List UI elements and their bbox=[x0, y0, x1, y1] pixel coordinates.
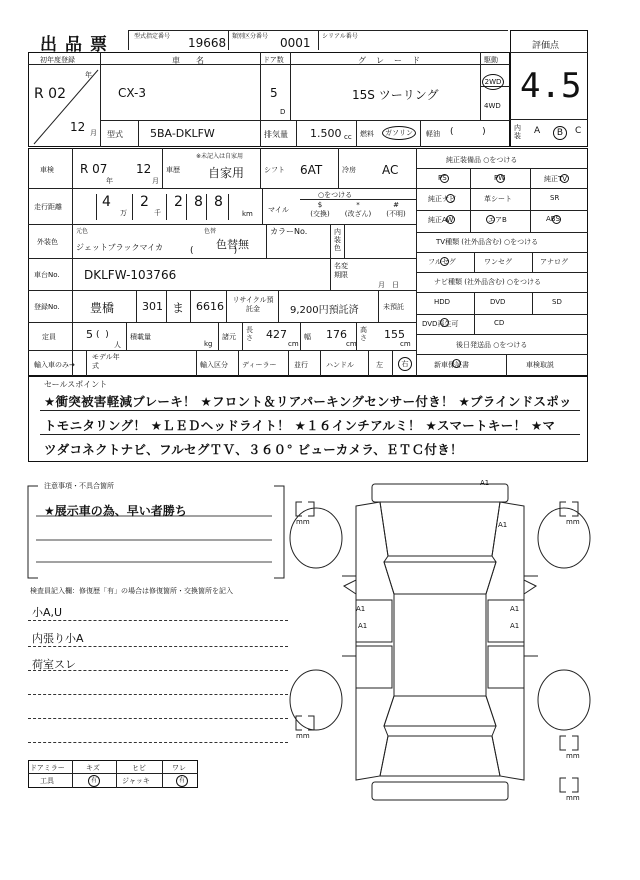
tv-fullseg: フルセグ bbox=[428, 258, 456, 266]
navi-hdd: HDD bbox=[434, 298, 451, 306]
class-no-label: 類別区分番号 bbox=[232, 33, 269, 40]
tools-header: キズ bbox=[86, 764, 100, 772]
shift-value: 6AT bbox=[300, 163, 323, 177]
type-no-value: 19668 bbox=[188, 36, 227, 50]
tools-header: ドアミラー bbox=[30, 764, 65, 772]
doors-value: 5 bbox=[270, 86, 278, 100]
score-label: 評価点 bbox=[532, 41, 560, 51]
reg-label: 登録No. bbox=[34, 303, 60, 311]
mark-note: ○をつける bbox=[318, 191, 353, 199]
grade-value: 15S ツーリング bbox=[352, 88, 439, 102]
handle-left: 左 bbox=[376, 361, 383, 369]
tv-fullseg-circle bbox=[440, 257, 449, 266]
tools-cell: 有 bbox=[176, 775, 188, 787]
length-value: 427 bbox=[266, 328, 287, 341]
history-note: ※未記入は自家用 bbox=[196, 153, 244, 160]
navi-title: ナビ種類 (社外品含む) ○をつける bbox=[434, 278, 542, 286]
later-title: 後日発送品 ○をつける bbox=[456, 341, 528, 349]
equip-airbag-circle bbox=[486, 215, 495, 224]
mileage-digit: 2 bbox=[174, 194, 183, 210]
width-unit: cm bbox=[346, 340, 357, 348]
mm-label: mm bbox=[296, 518, 310, 526]
damage-mark: A1 bbox=[356, 605, 366, 613]
tv-title: TV種類 (社外品含む) ○をつける bbox=[436, 238, 539, 246]
shaken-month: 12 bbox=[136, 162, 152, 176]
interior-label: 内装 bbox=[514, 124, 521, 140]
displacement-value: 1.500 bbox=[310, 127, 342, 140]
chassis-value: DKLFW-103766 bbox=[84, 268, 177, 282]
navi-dvd: DVD bbox=[490, 298, 506, 306]
model-value: 5BA-DKLFW bbox=[150, 127, 215, 140]
mm-label: mm bbox=[566, 794, 580, 802]
width-value: 176 bbox=[326, 328, 347, 341]
reg-number: 6616 bbox=[196, 300, 224, 313]
name-change-label: 名変期限 bbox=[334, 262, 348, 279]
mileage-digit: 2 bbox=[140, 194, 149, 210]
mm-label: mm bbox=[566, 752, 580, 760]
reg-kana: ま bbox=[172, 301, 185, 315]
displacement-label: 排気量 bbox=[264, 130, 288, 139]
serial-label: シリアル番号 bbox=[322, 33, 358, 40]
equipment-title: 純正装備品 ○をつける bbox=[446, 156, 518, 164]
page-title: 出品票 bbox=[40, 35, 115, 55]
drive-4wd: 4WD bbox=[484, 102, 501, 110]
tools-cell: ジャッキ bbox=[122, 777, 150, 785]
displacement-unit: cc bbox=[344, 133, 352, 141]
reg-class: 301 bbox=[142, 300, 163, 313]
notes-text: ★展示車の為、早い者勝ち bbox=[44, 504, 187, 518]
capacity-value: 5 bbox=[86, 328, 93, 341]
history-value: 自家用 bbox=[208, 166, 245, 180]
shaken-year-unit: 年 bbox=[106, 177, 113, 185]
type-no-label: 型式指定番号 bbox=[134, 33, 171, 40]
tv-analog: アナログ bbox=[540, 258, 568, 266]
damage-mark: A1 bbox=[498, 521, 508, 529]
car-name: CX-3 bbox=[118, 86, 146, 100]
length-label: 長さ bbox=[246, 326, 253, 342]
equip-tv-circle bbox=[560, 174, 569, 183]
car-diagram bbox=[286, 476, 596, 812]
interior-grade-a: A bbox=[534, 126, 541, 136]
equip-sr: SR bbox=[550, 194, 560, 202]
navi-sd: SD bbox=[552, 298, 562, 306]
first-reg-month: 12 bbox=[70, 120, 86, 134]
import-label: 輸入車のみ→ bbox=[34, 361, 75, 369]
color-label: 外装色 bbox=[37, 238, 58, 246]
model-year-label: モデル年式 bbox=[92, 353, 120, 370]
cooling-value: AC bbox=[382, 163, 399, 177]
light-oil-label: 軽油 bbox=[426, 130, 440, 138]
mile-label: マイル bbox=[268, 206, 289, 214]
shaken-value: R 07 bbox=[80, 162, 108, 176]
inspector-line: 内張り小A bbox=[32, 632, 84, 645]
doors-label: ドア数 bbox=[263, 56, 284, 64]
height-value: 155 bbox=[384, 328, 405, 341]
color-current: 色替無 bbox=[216, 238, 249, 251]
damage-mark: A1 bbox=[510, 622, 520, 630]
color-original: ジェットブラックマイカ bbox=[76, 243, 164, 252]
dims-label: 諸元 bbox=[222, 333, 236, 341]
notes-bracket bbox=[26, 484, 288, 584]
name-change-date: 月 日 bbox=[378, 281, 399, 289]
length-unit: cm bbox=[288, 340, 299, 348]
navi-dvd-play-circle bbox=[440, 318, 449, 327]
inspector-line: 荷室スレ bbox=[32, 658, 76, 671]
tools-cell: 工具 bbox=[40, 777, 54, 785]
mm-label: mm bbox=[296, 732, 310, 740]
mileage-sen-unit: 千 bbox=[154, 209, 161, 217]
mileage-man-unit: 万 bbox=[120, 209, 127, 217]
class-no-value: 0001 bbox=[280, 36, 311, 50]
mileage-label: 走行距離 bbox=[34, 203, 62, 211]
capacity-paren: ( ) bbox=[96, 330, 109, 340]
equip-pw: PW bbox=[494, 174, 506, 182]
recycle-status: 未預託 bbox=[383, 303, 404, 311]
equip-airbag: エアB bbox=[488, 216, 507, 224]
drive-label: 駆動 bbox=[484, 56, 498, 64]
handle-label: ハンドル bbox=[326, 361, 354, 369]
color-paren: ( ) bbox=[190, 246, 238, 256]
tools-header: ヒビ bbox=[132, 764, 146, 772]
fuel-label: 燃料 bbox=[360, 130, 374, 138]
load-unit: kg bbox=[204, 340, 213, 348]
navi-cd: CD bbox=[494, 319, 505, 327]
chassis-label: 車台No. bbox=[34, 271, 60, 279]
shaken-month-unit: 月 bbox=[152, 177, 159, 185]
color-original-label: 元色 bbox=[76, 228, 89, 235]
sales-line: トモニタリング！ ★ＬＥＤヘッドライト！ ★１６インチアルミ！ ★スマートキー！ ★マ bbox=[44, 418, 556, 433]
damage-mark: A1 bbox=[510, 605, 520, 613]
damage-mark: A1 bbox=[480, 479, 490, 487]
inspector-label: 検査員記入欄：修復歴「有」の場合は修復箇所・交換箇所を記入 bbox=[30, 587, 233, 595]
tampered-label: * (改ざん) bbox=[344, 201, 372, 218]
dealer-label: ディーラー bbox=[242, 361, 277, 369]
score-value: 4.5 bbox=[520, 66, 582, 106]
shaken-label: 車検 bbox=[40, 166, 54, 174]
later-manual: 車検取説 bbox=[526, 361, 554, 369]
tools-cell: 有 bbox=[88, 775, 100, 787]
first-reg-month-unit: 月 bbox=[90, 129, 97, 137]
sales-label: セールスポイント bbox=[44, 380, 108, 389]
load-label: 積載量 bbox=[130, 333, 151, 341]
equip-navi: 純正ナビ bbox=[428, 195, 456, 203]
equip-aw: 純正AW bbox=[428, 216, 454, 224]
equip-tv: 純正TV bbox=[544, 175, 568, 183]
equip-abs: ABS bbox=[546, 215, 560, 223]
grade-label: グレード bbox=[358, 56, 430, 65]
color-no-label: カラーNo. bbox=[270, 227, 308, 236]
height-unit: cm bbox=[400, 340, 411, 348]
later-warranty-circle bbox=[452, 359, 461, 368]
recycle-label: リサイクル預託金 bbox=[232, 296, 274, 313]
equip-navi-circle bbox=[446, 194, 455, 203]
history-label: 車歴 bbox=[166, 166, 180, 174]
damage-mark: A1 bbox=[358, 622, 368, 630]
equip-aw-circle bbox=[446, 215, 455, 224]
notes-label: 注意事項・不具合箇所 bbox=[44, 482, 114, 490]
inspector-line: 小A,U bbox=[32, 606, 63, 619]
equip-pw-circle bbox=[496, 174, 505, 183]
cooling-label: 冷房 bbox=[342, 166, 356, 174]
first-reg-label: 初年度登録 bbox=[40, 56, 75, 64]
capacity-unit: 人 bbox=[114, 341, 121, 349]
height-label: 高さ bbox=[360, 326, 367, 342]
tools-header: ワレ bbox=[172, 764, 186, 772]
import-type-label: 輸入区分 bbox=[200, 361, 228, 369]
sales-line: ツダコネクトナビ、フルセグＴＶ、３６０° ビューカメラ、ＥＴＣ付き！ bbox=[44, 442, 463, 457]
color-current-label: 色替 bbox=[204, 228, 217, 235]
car-name-label: 車名 bbox=[172, 56, 220, 65]
capacity-label: 定員 bbox=[42, 333, 56, 341]
equip-leather: 革シート bbox=[484, 195, 512, 203]
mileage-digit: 4 bbox=[102, 194, 111, 210]
interior-grade-c: C bbox=[575, 126, 582, 136]
recycle-value: 9,200円預託済 bbox=[290, 305, 359, 316]
mileage-digit: 8 bbox=[194, 194, 203, 210]
model-label: 型式 bbox=[107, 130, 123, 139]
handle-right: 右 bbox=[398, 357, 412, 371]
interior-color-label: 内装色 bbox=[334, 228, 341, 252]
first-reg-year: R 02 bbox=[34, 86, 66, 102]
sales-line: ★衝突被害軽減ブレーキ！ ★フロント＆リアパーキングセンサー付き！ ★ブラインドスポッ bbox=[44, 394, 572, 409]
equip-abs-circle bbox=[552, 215, 561, 224]
shift-label: シフト bbox=[264, 166, 285, 174]
km-unit: km bbox=[242, 210, 253, 218]
mileage-digit: 8 bbox=[214, 194, 223, 210]
first-reg-year-unit: 年 bbox=[85, 71, 92, 79]
tv-oneseg: ワンセグ bbox=[484, 258, 512, 266]
mm-label: mm bbox=[566, 518, 580, 526]
reg-area: 豊橋 bbox=[90, 301, 115, 315]
parallel-label: 並行 bbox=[294, 361, 308, 369]
drive-2wd: 2WD bbox=[482, 74, 504, 90]
exchange-label: $ (交換) bbox=[310, 201, 330, 218]
width-label: 幅 bbox=[304, 333, 311, 341]
later-warranty: 新車保証書 bbox=[434, 361, 469, 369]
light-oil-paren: ( ) bbox=[450, 127, 486, 137]
fuel-value: ガソリン bbox=[382, 126, 416, 140]
navi-dvd-play: DVD再生可 bbox=[422, 320, 459, 328]
doors-suffix: D bbox=[280, 108, 286, 116]
equip-ps-circle bbox=[440, 174, 449, 183]
unknown-label: # (不明) bbox=[386, 201, 406, 218]
interior-grade-b: B bbox=[553, 126, 567, 140]
equip-ps: PS bbox=[438, 174, 447, 182]
